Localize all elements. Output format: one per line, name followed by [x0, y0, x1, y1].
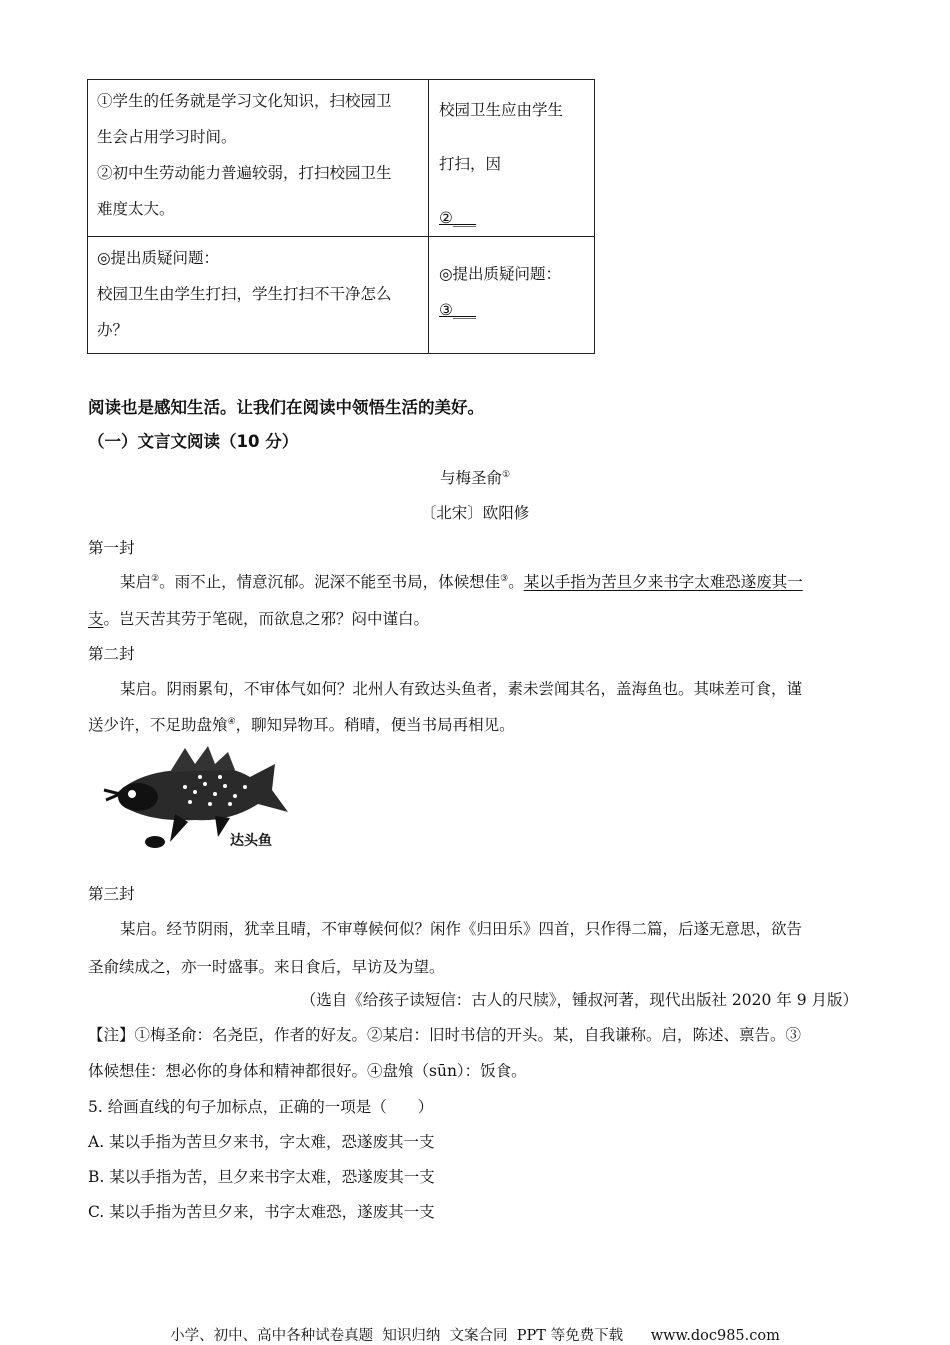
cell-line: 难度太大。 — [97, 200, 175, 218]
cell-line: 办？ — [97, 321, 129, 339]
question-stem: 5. 给画直线的句子加标点，正确的一项是（ ） — [88, 1098, 434, 1116]
table-divider-vertical — [428, 80, 429, 353]
footnote-marker: ③ — [500, 573, 509, 584]
letter-text: 。雨不止，情意沉郁。泥深不能至书局，体候想佳 — [159, 573, 501, 591]
letter2-heading: 第二封 — [88, 645, 135, 663]
page-footer: 小学、初中、高中各种试卷真题 知识归纳 文案合同 PPT 等免费下载 www.doc985.com — [170, 1328, 780, 1344]
underlined-sentence: 某以手指为苦旦夕来书字太难恐遂废其一 — [523, 573, 803, 591]
option-a[interactable]: A. 某以手指为苦旦夕来书，字太难，恐遂废其一支 — [88, 1133, 435, 1151]
table-cell-bottom-left — [97, 240, 427, 348]
cell-line: 打扫，因 — [439, 155, 502, 173]
answer-blank-2[interactable]: ②___ — [439, 209, 477, 227]
cell-line: ①学生的任务就是学习文化知识，扫校园卫 — [97, 92, 392, 110]
notes-line1: 【注】①梅圣俞：名尧臣，作者的好友。②某启：旧时书信的开头。某，自我谦称。启，陈述、禀告。③ — [88, 1026, 802, 1044]
letter1-line2 — [88, 607, 863, 629]
table-cell-top-right — [439, 83, 589, 245]
table-cell-top-left — [97, 83, 427, 227]
fish-label: 达头鱼 — [230, 833, 272, 849]
poem-author: 〔北宋〕欧阳修 — [420, 504, 530, 522]
cell-line: 校园卫生由学生打扫，学生打扫不干净怎么 — [97, 285, 392, 303]
letter3-line2: 圣俞续成之，亦一时盛事。来日食后，早访及为望。 — [88, 958, 445, 976]
letter2-line2 — [88, 713, 863, 735]
intro-text: 阅读也是感知生活。让我们在阅读中领悟生活的美好。 — [88, 398, 484, 417]
letter3-line1: 某启。经节阴雨，犹幸且晴，不审尊候何似？闲作《归田乐》四首，只作得二篇，后遂无意思，欲告 — [120, 920, 803, 938]
cell-line: ◎提出质疑问题： — [97, 249, 220, 267]
poem-title — [0, 466, 950, 488]
letter1-heading: 第一封 — [88, 539, 135, 557]
footnote-marker: ④ — [227, 716, 236, 727]
letter-text: 。 — [508, 573, 524, 591]
letter-text: 。岂天苦其劳于笔砚，而欲息之邪？闷中谨白。 — [103, 610, 430, 628]
option-b[interactable]: B. 某以手指为苦，旦夕来书字太难，恐遂废其一支 — [88, 1168, 435, 1186]
source-citation: （选自《给孩子读短信：古人的尺牍》，锺叔河著，现代出版社 2020 年 9 月版） — [300, 991, 858, 1009]
footnote-marker: ② — [151, 573, 160, 584]
cell-line: ◎提出质疑问题： — [439, 265, 562, 283]
cell-line: 校园卫生应由学生 — [439, 101, 564, 119]
letter-text: 某启 — [120, 573, 152, 591]
notes-line2: 体候想佳：想必你的身体和精神都很好。④盘飧（sūn）：饭食。 — [88, 1062, 527, 1080]
letter2-line1: 某启。阴雨累旬，不审体气如何？北州人有致达头鱼者，素未尝闻其名，盖海鱼也。其味差可食，谨 — [120, 680, 803, 698]
answer-blank-3[interactable]: ③___ — [439, 301, 477, 319]
underlined-sentence-end: 支 — [88, 610, 104, 628]
poem-title-text: 与梅圣俞 — [439, 469, 502, 487]
letter-text: ，聊知异物耳。稍晴，便当书局再相见。 — [235, 716, 515, 734]
footnote-marker: ① — [501, 469, 511, 480]
letter1-line1 — [88, 570, 863, 592]
table-cell-bottom-right — [439, 256, 589, 328]
section-title: （一）文言文阅读（10 分） — [88, 432, 299, 451]
option-c[interactable]: C. 某以手指为苦旦夕来，书字太难恐，遂废其一支 — [88, 1203, 435, 1221]
letter3-heading: 第三封 — [88, 885, 135, 903]
cell-line: 生会占用学习时间。 — [97, 128, 237, 146]
argument-table — [87, 79, 595, 354]
cell-line: ②初中生劳动能力普遍较弱，打扫校园卫生 — [97, 164, 392, 182]
letter-text: 送少许，不足助盘飧 — [88, 716, 228, 734]
fish-illustration — [100, 742, 290, 857]
